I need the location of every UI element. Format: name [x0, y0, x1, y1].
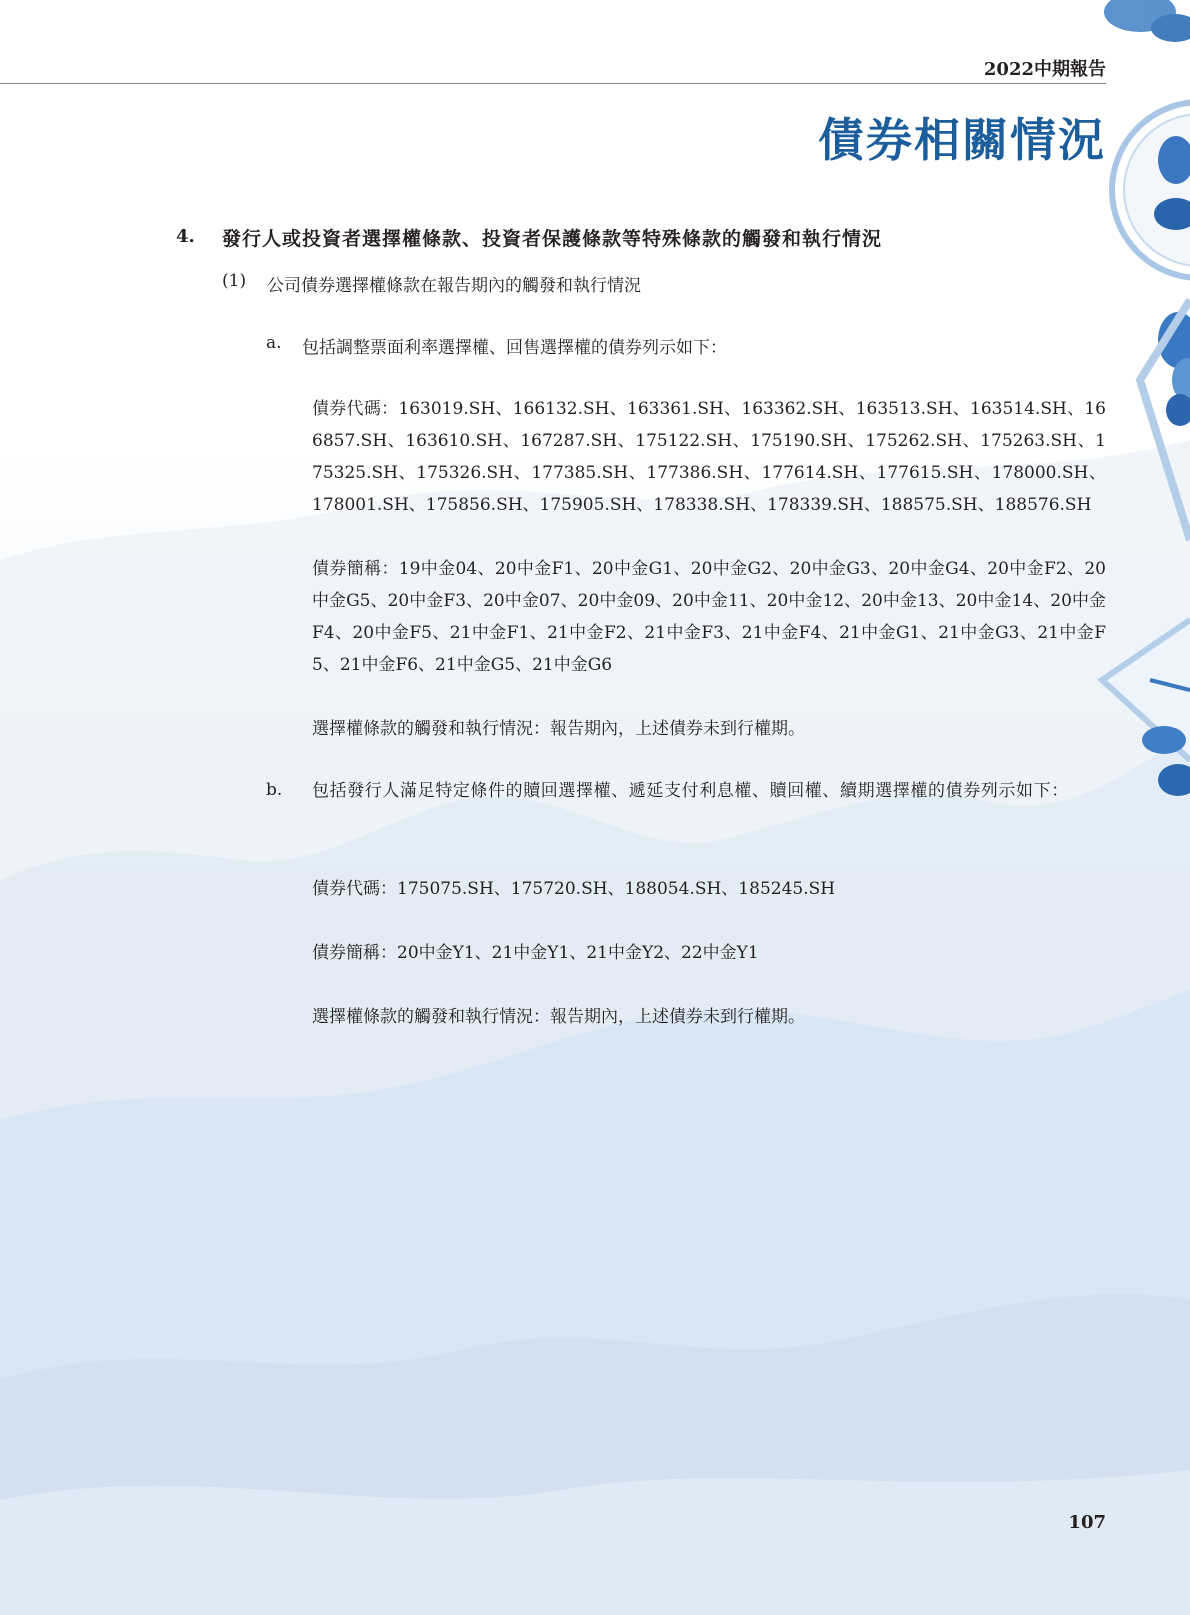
item-b-intro: 包括發行人滿足特定條件的贖回選擇權、遞延支付利息權、贖回權、續期選擇權的債券列示如下： — [312, 781, 1069, 801]
section-heading: 發行人或投資者選擇權條款、投資者保護條款等特殊條款的觸發和執行情況 — [222, 228, 883, 250]
page-title: 債券相關情況 — [818, 113, 1106, 167]
page-number: 107 — [1068, 1512, 1106, 1533]
report-title: 2022中期報告 — [983, 59, 1106, 80]
item-a-status: 選擇權條款的觸發和執行情況：報告期內，上述債券未到行權期。 — [312, 719, 805, 739]
item-b-letter: b. — [266, 780, 283, 800]
item-b-status: 選擇權條款的觸發和執行情況：報告期內，上述債券未到行權期。 — [312, 1007, 805, 1027]
item-b-bond-codes: 債券代碼：175075.SH、175720.SH、188054.SH、185245.SH — [312, 879, 836, 899]
subsection-heading: 公司債券選擇權條款在報告期內的觸發和執行情況 — [267, 276, 641, 296]
item-a-letter: a. — [266, 333, 282, 353]
item-a-bond-abbreviations: 債券簡稱：19中金04、20中金F1、20中金G1、20中金G2、20中金G3、20中金G4、20中金F2、20中金G5、20中金F3、20中金07、20中金09、20中金11、20中金12、20中金13、20中金14、20中金F4、20中金F5、21中金F1、21中金F2、21中金F3、21中金F4、21中金G1、21中金G3、21中金F5、21中金F6、21中金G5、21中金G6 — [312, 559, 1106, 675]
item-b-bond-abbreviations: 債券簡稱：20中金Y1、21中金Y1、21中金Y2、22中金Y1 — [312, 943, 759, 963]
section-number: 4. — [176, 226, 195, 247]
subsection-number: (1) — [222, 271, 247, 291]
header-divider — [0, 83, 1106, 84]
item-a-bond-codes: 債券代碼：163019.SH、166132.SH、163361.SH、163362.SH、163513.SH、163514.SH、166857.SH、163610.SH、167287.SH、175122.SH、175190.SH、175262.SH、175263.SH、175325.SH、175326.SH、177385.SH、177386.SH、177614.SH、177615.SH、178000.SH、178001.SH、175856.SH、175905.SH、178338.SH、178339.SH、188575.SH、188576.SH — [312, 399, 1106, 515]
item-a-intro: 包括調整票面利率選擇權、回售選擇權的債券列示如下： — [302, 338, 727, 358]
